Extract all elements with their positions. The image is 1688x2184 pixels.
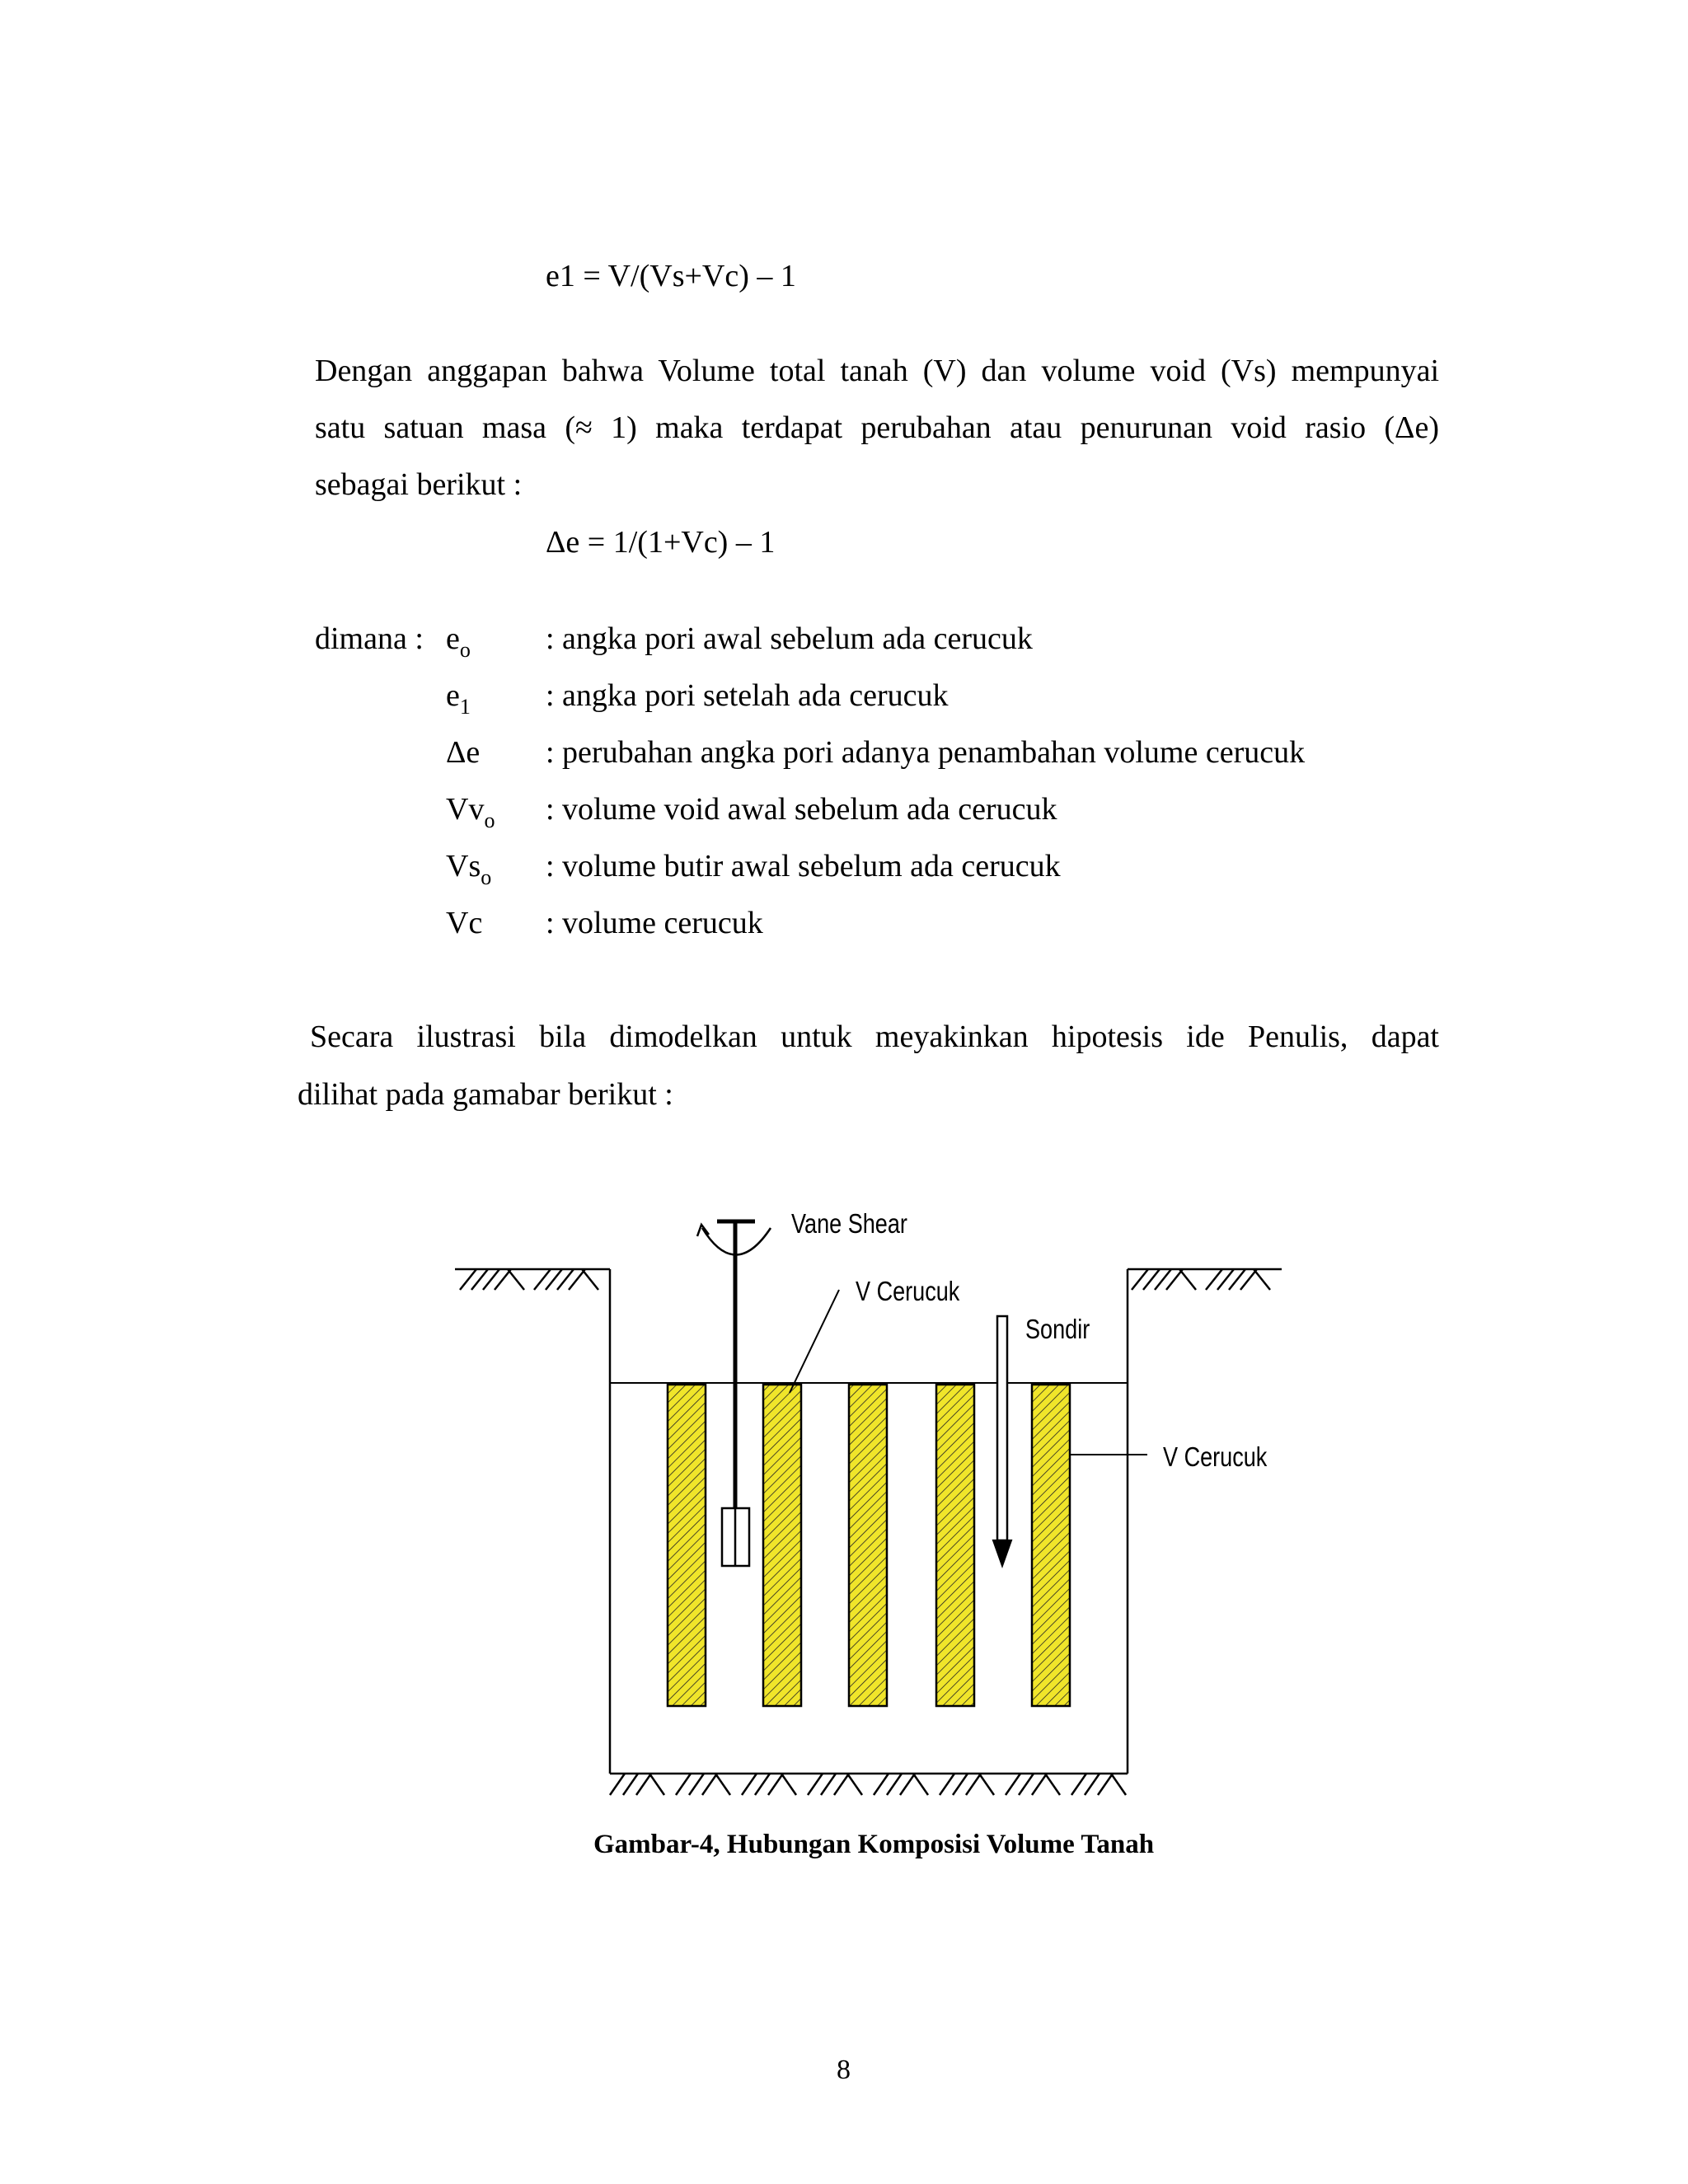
symbol-subscript: o	[484, 808, 495, 832]
pile-5	[1032, 1385, 1070, 1706]
definition-desc: : angka pori setelah ada cerucuk	[546, 678, 949, 713]
ground-surface-right	[1128, 1269, 1282, 1290]
symbol-text: Vc	[446, 906, 483, 940]
symbol-text: e	[446, 621, 460, 656]
sondir-icon	[993, 1316, 1011, 1566]
pile-3	[849, 1385, 887, 1706]
symbol-text: e	[446, 678, 460, 713]
equation-delta-e: Δe = 1/(1+Vc) – 1	[546, 525, 776, 560]
ground-base-hatching	[610, 1774, 1126, 1795]
paragraph-line: Secara ilustrasi bila dimodelkan untuk meyakinkan hipotesis ide Penulis, dapat	[310, 1019, 1439, 1054]
definition-desc: : volume butir awal sebelum ada cerucuk	[546, 849, 1061, 883]
paragraph-line: sebagai berikut :	[315, 467, 523, 502]
definition-desc: : volume void awal sebelum ada cerucuk	[546, 792, 1057, 827]
label-v-cerucuk-right: V Cerucuk	[1163, 1441, 1268, 1472]
page-number: 8	[837, 2055, 851, 2085]
paragraph-line: satu satuan masa (≈ 1) maka terdapat perubahan atau penurunan void rasio (Δe)	[315, 410, 1439, 445]
symbol-subscript: o	[459, 638, 471, 662]
definitions-lead: dimana :	[315, 621, 424, 656]
ground-surface-left	[455, 1269, 610, 1290]
paragraph-line: dilihat pada gamabar berikut :	[298, 1077, 673, 1112]
definition-desc: : angka pori awal sebelum ada cerucuk	[546, 621, 1033, 656]
definition-desc: : perubahan angka pori adanya penambahan volume cerucuk	[546, 735, 1306, 770]
pile-2	[763, 1385, 801, 1706]
label-sondir: Sondir	[1025, 1314, 1090, 1344]
vane-shear-icon	[697, 1221, 771, 1566]
symbol-text: Δe	[446, 735, 481, 770]
label-v-cerucuk-top: V Cerucuk	[856, 1276, 960, 1306]
symbol-text: Vv	[446, 792, 485, 827]
symbol-subscript: o	[481, 865, 492, 889]
pile-4	[936, 1385, 974, 1706]
pile-1	[668, 1385, 706, 1706]
symbol-text: Vs	[446, 849, 481, 883]
equation-e1: e1 = V/(Vs+Vc) – 1	[546, 259, 796, 293]
figure-caption: Gambar-4, Hubungan Komposisi Volume Tanah	[593, 1830, 1155, 1859]
leader-line-v-cerucuk-top	[790, 1290, 839, 1393]
paragraph-line: Dengan anggapan bahwa Volume total tanah (V) dan volume void (Vs) mempunyai	[315, 354, 1439, 388]
symbol-subscript: 1	[459, 695, 471, 719]
definition-desc: : volume cerucuk	[546, 906, 763, 940]
label-vane-shear: Vane Shear	[791, 1208, 907, 1239]
